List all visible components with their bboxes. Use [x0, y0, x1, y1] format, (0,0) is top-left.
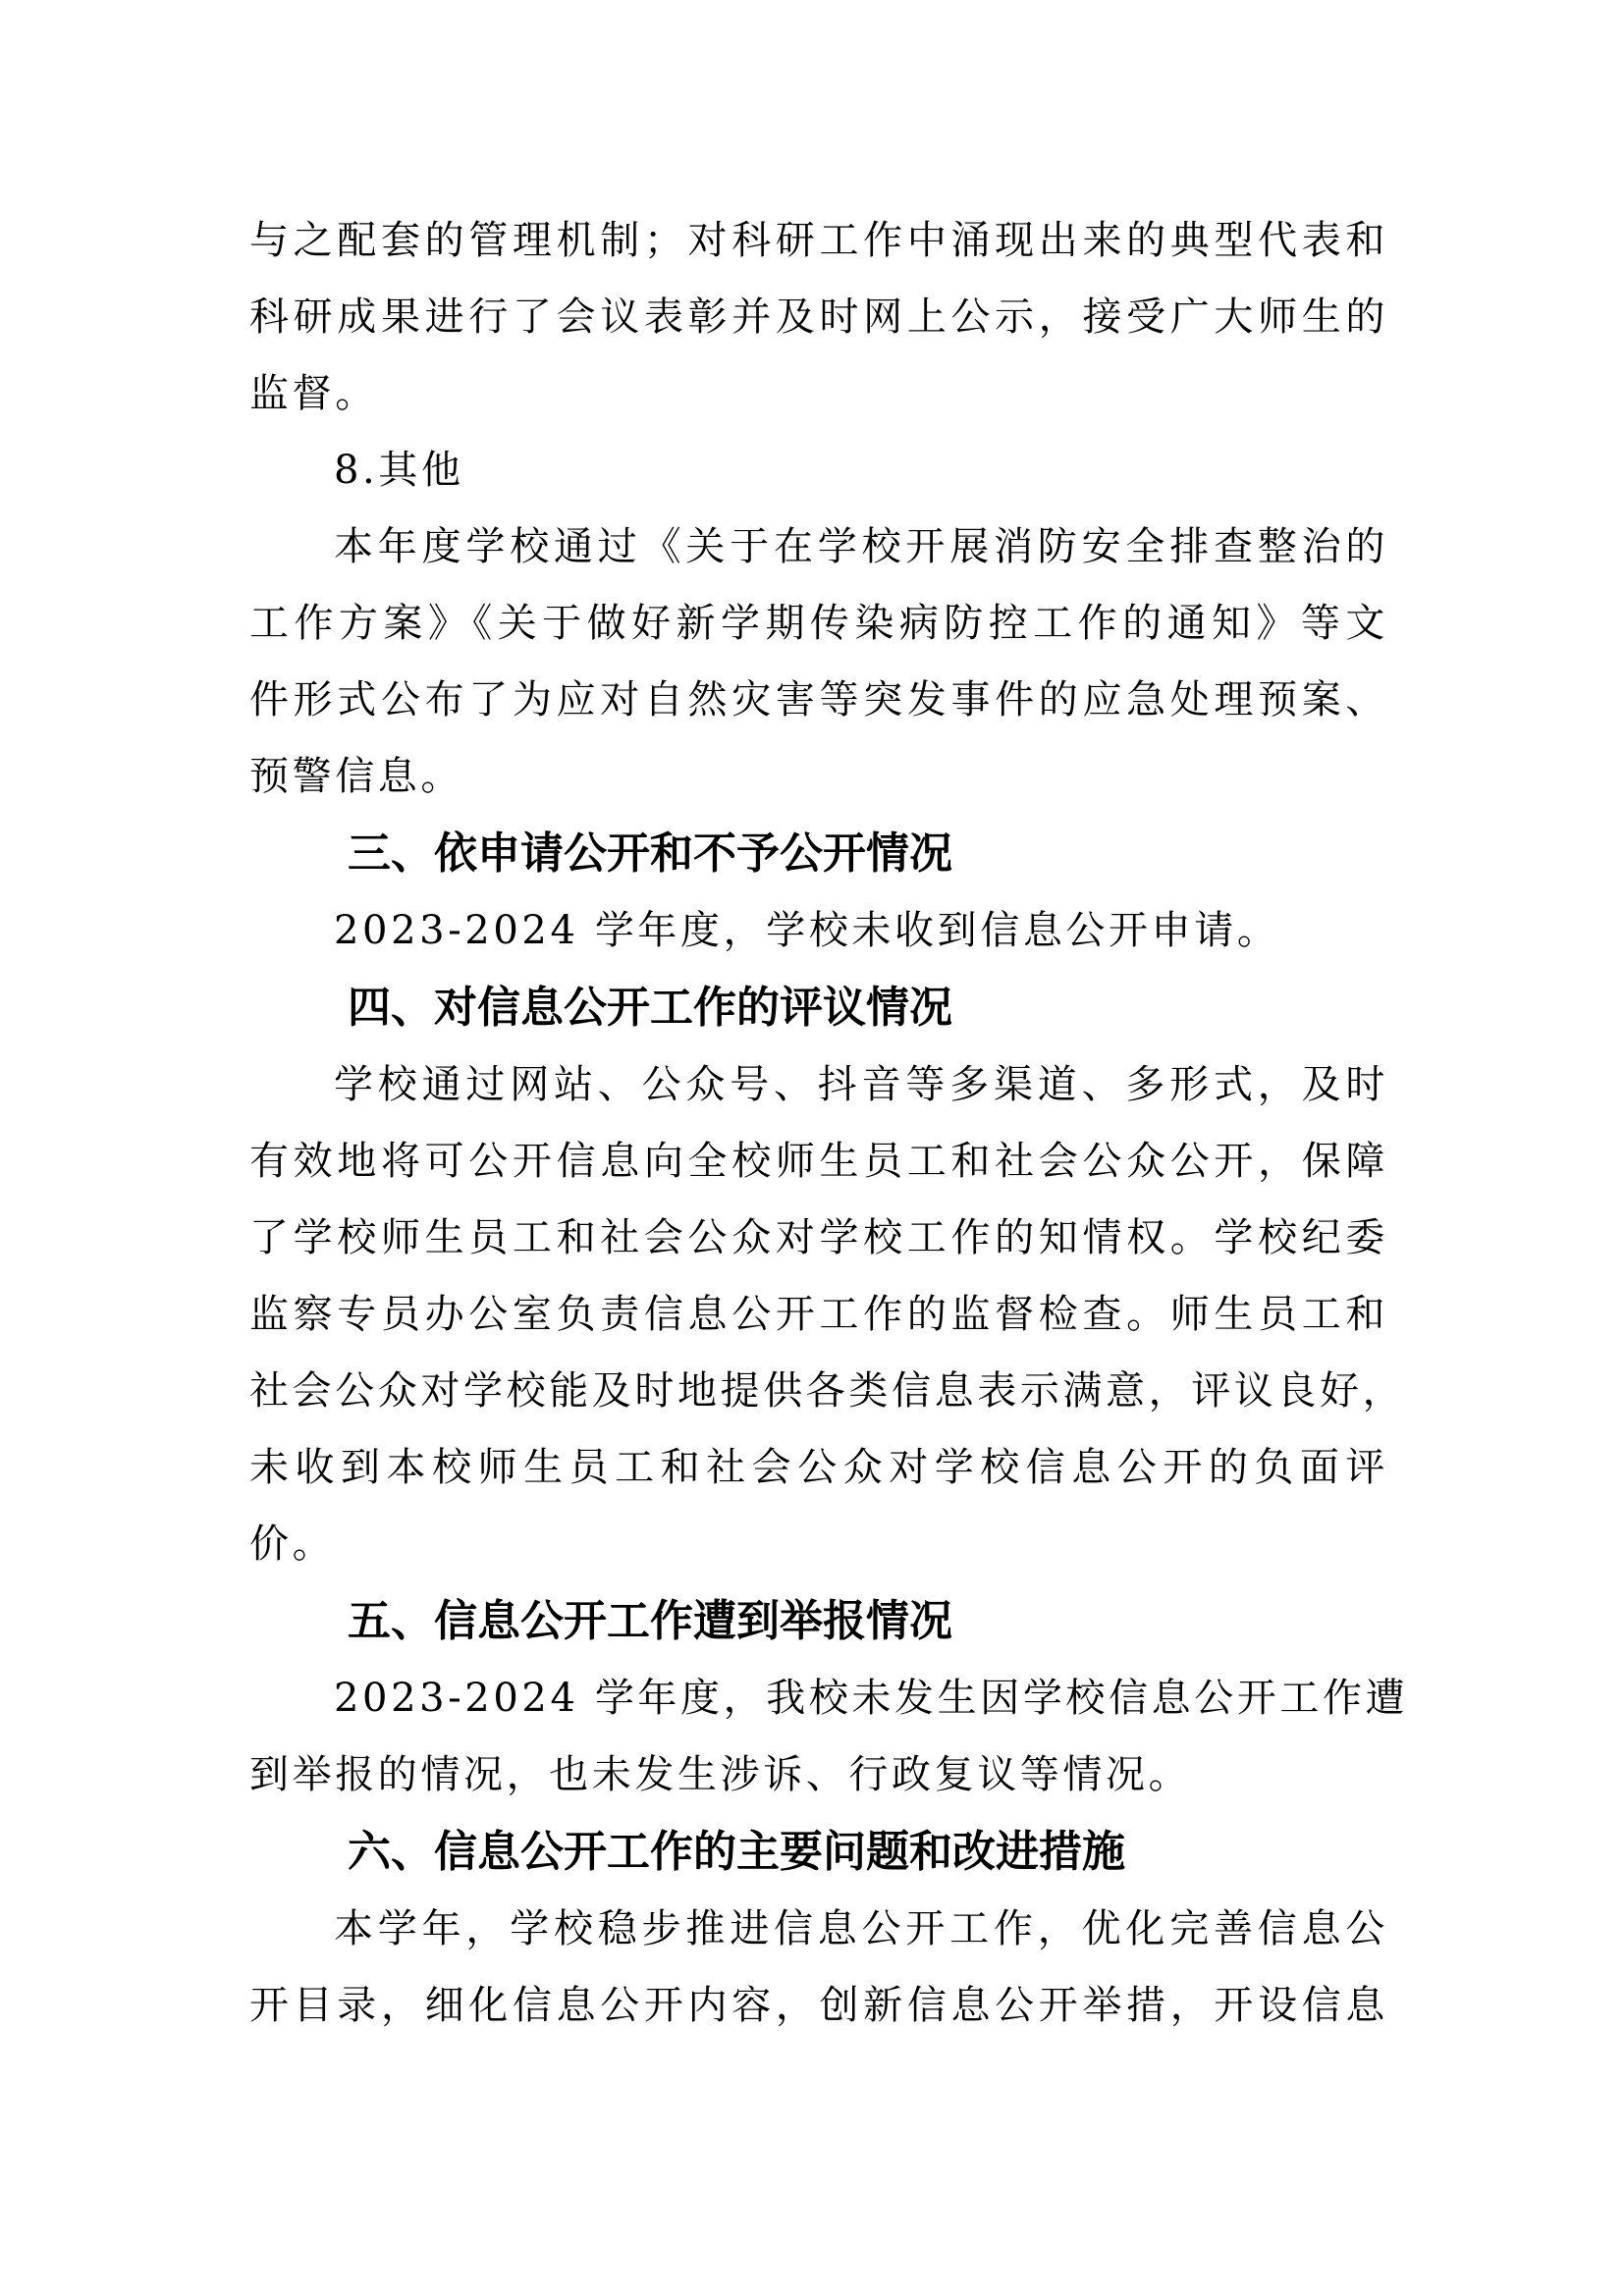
paragraph-line: 预警信息。 — [249, 754, 463, 799]
paragraph-line: 监察专员办公室负责信息公开工作的监督检查。师生员工和 — [249, 1292, 1388, 1337]
section-heading: 六、信息公开工作的主要问题和改进措施 — [348, 1827, 1125, 1877]
paragraph-line: 件形式公布了为应对自然灾害等突发事件的应急处理预案、 — [249, 677, 1388, 722]
paragraph-line: 有效地将可公开信息向全校师生员工和社会公众公开，保障 — [249, 1139, 1388, 1184]
paragraph-line: 未收到本校师生员工和社会公众对学校信息公开的负面评 — [249, 1445, 1388, 1490]
paragraph-line: 学校通过网站、公众号、抖音等多渠道、多形式，及时 — [334, 1062, 1388, 1107]
paragraph-line: 2023-2024 学年度，我校未发生因学校信息公开工作遭 — [334, 1676, 1409, 1721]
paragraph-line: 价。 — [249, 1522, 336, 1567]
paragraph-line: 本年度学校通过《关于在学校开展消防安全排查整治的 — [334, 524, 1388, 569]
paragraph-line: 科研成果进行了会议表彰并及时网上公示，接受广大师生的 — [249, 294, 1388, 340]
paragraph-line: 工作方案》《关于做好新学期传染病防控工作的通知》等文 — [249, 601, 1388, 646]
paragraph-line: 开目录，细化信息公开内容，创新信息公开举措，开设信息 — [249, 1983, 1388, 2028]
section-heading: 五、信息公开工作遭到举报情况 — [348, 1596, 952, 1646]
paragraph-line: 本学年，学校稳步推进信息公开工作，优化完善信息公 — [334, 1906, 1388, 1951]
paragraph-line: 2023-2024 学年度，学校未收到信息公开申请。 — [334, 908, 1280, 953]
section-heading: 四、对信息公开工作的评议情况 — [348, 983, 952, 1033]
section-heading: 三、依申请公开和不予公开情况 — [348, 828, 952, 879]
paragraph-line: 社会公众对学校能及时地提供各类信息表示满意，评议良好， — [249, 1368, 1406, 1414]
paragraph-line: 到举报的情况，也未发生涉诉、行政复议等情况。 — [249, 1752, 1192, 1797]
paragraph-line: 了学校师生员工和社会公众对学校工作的知情权。学校纪委 — [249, 1215, 1388, 1260]
paragraph-line: 监督。 — [249, 371, 378, 416]
subsection-title: 8.其他 — [334, 448, 464, 493]
paragraph-line: 与之配套的管理机制；对科研工作中涌现出来的典型代表和 — [249, 218, 1388, 263]
